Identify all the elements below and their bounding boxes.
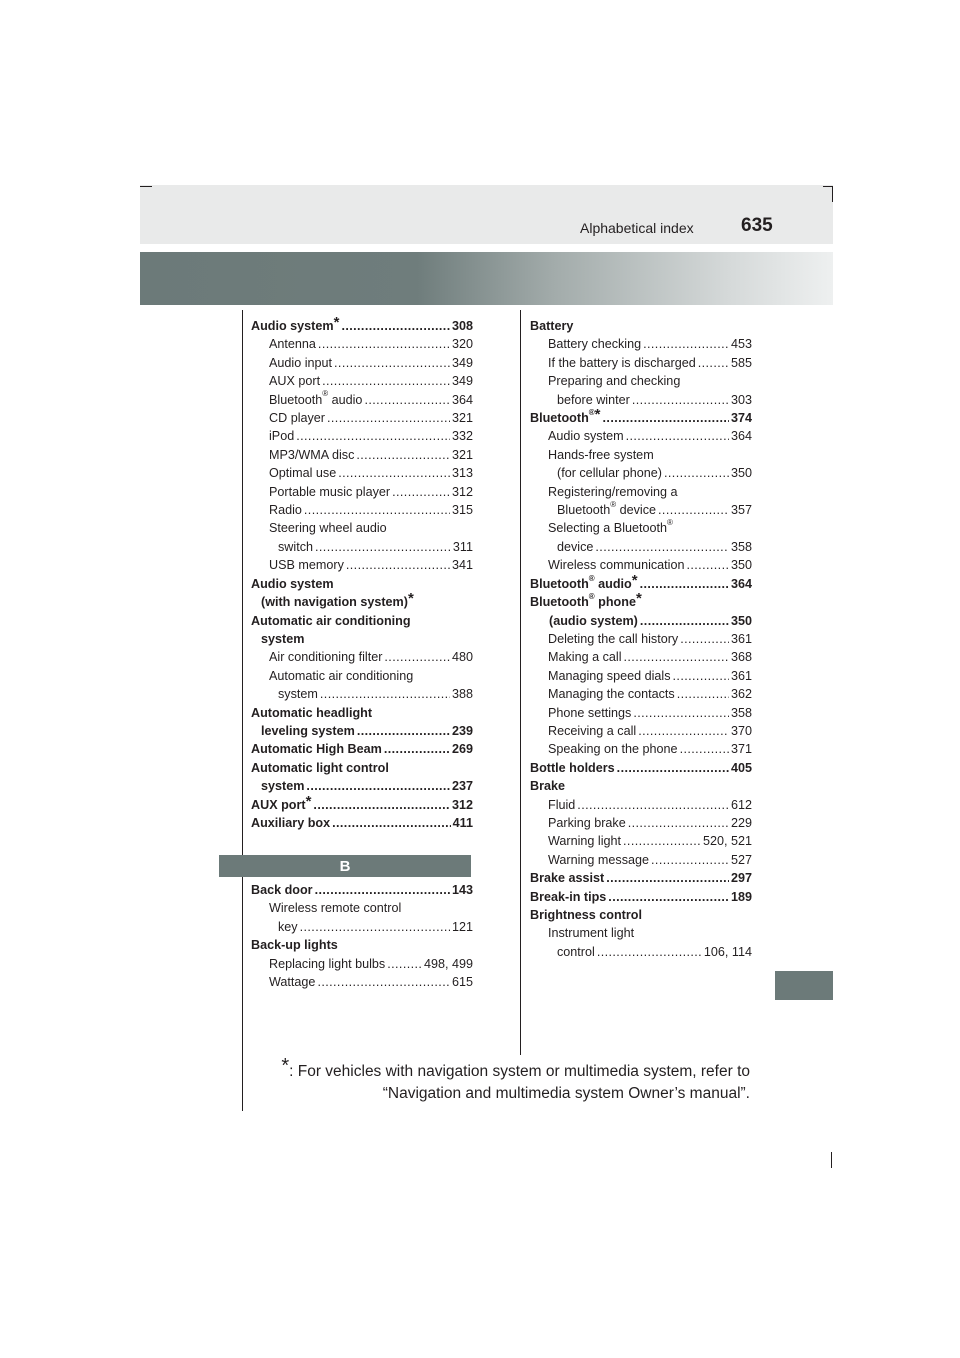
index-entry: Hands-free system <box>548 447 654 462</box>
index-entry[interactable]: Phone settings ..... 358 <box>530 704 752 722</box>
index-entry[interactable]: Brake assist ..... 297 <box>530 869 752 887</box>
index-entry[interactable]: system ..... 237 <box>251 777 473 795</box>
index-entry: Audio system <box>251 576 334 591</box>
index-entry: Selecting a Bluetooth® <box>548 518 673 536</box>
index-entry[interactable]: Antenna ..... 320 <box>251 335 473 353</box>
index-entry: Battery <box>530 319 574 333</box>
footnote-line-2: “Navigation and multimedia system Owner’s manual”. <box>382 1085 750 1102</box>
index-entry: Preparing and checking <box>548 374 681 389</box>
index-entry[interactable]: Back door ..... 143 <box>251 881 473 899</box>
index-entry[interactable]: Replacing light bulbs ..... 498, 499 <box>251 955 473 973</box>
section-header-b: B <box>219 855 471 877</box>
index-entry[interactable]: Making a call ..... 368 <box>530 648 752 666</box>
index-entry[interactable]: switch ..... 311 <box>251 538 473 556</box>
crop-mark <box>832 186 833 202</box>
index-entry[interactable]: Bluetooth® audio ..... 364 <box>251 391 473 409</box>
index-entry: Automatic air conditioning <box>269 668 414 683</box>
index-entry[interactable]: Deleting the call history ..... 361 <box>530 630 752 648</box>
index-entry: Bluetooth® phone* <box>530 590 642 610</box>
index-entry[interactable]: Optimal use ..... 313 <box>251 464 473 482</box>
index-entry[interactable]: (audio system) ..... 350 <box>530 612 752 630</box>
index-entry: Back-up lights <box>251 938 338 953</box>
index-entry[interactable]: AUX port* ..... 312 <box>251 796 473 814</box>
index-entry[interactable]: Receiving a call ..... 370 <box>530 722 752 740</box>
index-entry[interactable]: control ..... 106, 114 <box>530 943 752 961</box>
index-entry: Registering/removing a <box>548 484 678 499</box>
footnote <box>280 1055 750 1105</box>
index-entry: system <box>261 631 305 646</box>
index-entry: Brake <box>530 779 566 794</box>
section-banner <box>140 252 833 305</box>
index-entry[interactable]: Speaking on the phone ..... 371 <box>530 740 752 758</box>
index-entry: Instrument light <box>548 926 635 941</box>
index-entry[interactable]: iPod ..... 332 <box>251 427 473 445</box>
thumb-tab <box>775 971 833 1000</box>
index-entry[interactable]: Audio input ..... 349 <box>251 354 473 372</box>
index-entry: Automatic headlight <box>251 705 373 720</box>
index-entry[interactable]: AUX port ..... 349 <box>251 372 473 390</box>
index-entry[interactable]: key ..... 121 <box>251 918 473 936</box>
index-entry[interactable]: USB memory ..... 341 <box>251 556 473 574</box>
page-number: 635 <box>741 215 773 236</box>
index-entry[interactable]: Parking brake ..... 229 <box>530 814 752 832</box>
index-entry: Steering wheel audio <box>269 521 387 536</box>
index-entry[interactable]: Bluetooth® audio* ..... 364 <box>530 575 752 593</box>
index-entry[interactable]: Warning message ..... 527 <box>530 851 752 869</box>
index-entry[interactable]: Warning light ..... 520, 521 <box>530 832 752 850</box>
footnote-line-1: *: For vehicles with navigation system or multimedia system, refer to <box>281 1055 750 1080</box>
index-entry[interactable]: Managing the contacts ..... 362 <box>530 685 752 703</box>
index-entry[interactable]: Wattage ..... 615 <box>251 973 473 991</box>
index-entry[interactable]: Bottle holders ..... 405 <box>530 759 752 777</box>
index-entry[interactable]: (for cellular phone) ..... 350 <box>530 464 752 482</box>
index-entry[interactable]: before winter ..... 303 <box>530 391 752 409</box>
index-entry[interactable]: leveling system ..... 239 <box>251 722 473 740</box>
column-rule-left <box>242 310 243 1111</box>
index-entry[interactable]: Battery checking ..... 453 <box>530 335 752 353</box>
index-entry[interactable]: Air conditioning filter ..... 480 <box>251 648 473 666</box>
index-entry[interactable]: If the battery is discharged ..... 585 <box>530 354 752 372</box>
index-entry[interactable]: Audio system* ..... 308 <box>251 317 473 335</box>
crop-mark <box>831 1152 832 1168</box>
page-title: Alphabetical index <box>580 220 694 236</box>
index-entry[interactable]: Fluid ..... 612 <box>530 796 752 814</box>
index-entry[interactable]: Bluetooth®* ..... 374 <box>530 409 752 427</box>
index-entry[interactable]: Radio ..... 315 <box>251 501 473 519</box>
index-entry[interactable]: (with navigation system)* <box>261 590 414 610</box>
index-entry[interactable]: Automatic High Beam ..... 269 <box>251 740 473 758</box>
index-entry[interactable]: device ..... 358 <box>530 538 752 556</box>
index-entry: Wireless remote control <box>269 901 402 916</box>
index-entry[interactable]: Break-in tips ..... 189 <box>530 888 752 906</box>
index-entry: Automatic air conditioning <box>251 613 411 628</box>
column-rule-middle <box>520 310 521 1055</box>
index-entry[interactable]: system ..... 388 <box>251 685 473 703</box>
index-column-left <box>251 314 473 832</box>
index-entry: Automatic light control <box>251 760 389 775</box>
index-entry[interactable]: Audio system ..... 364 <box>530 427 752 445</box>
crop-mark <box>140 186 152 187</box>
index-entry[interactable]: Portable music player ..... 312 <box>251 483 473 501</box>
index-column-left-b <box>251 881 473 991</box>
index-entry[interactable]: Wireless communication ..... 350 <box>530 556 752 574</box>
index-entry[interactable]: Bluetooth® device ..... 357 <box>530 501 752 519</box>
header-band <box>140 185 833 244</box>
index-entry[interactable]: MP3/WMA disc ..... 321 <box>251 446 473 464</box>
index-entry[interactable]: CD player ..... 321 <box>251 409 473 427</box>
index-entry: Brightness control <box>530 908 642 922</box>
index-column-right <box>530 317 752 961</box>
index-entry[interactable]: Auxiliary box ..... 411 <box>251 814 473 832</box>
index-entry[interactable]: Managing speed dials ..... 361 <box>530 667 752 685</box>
